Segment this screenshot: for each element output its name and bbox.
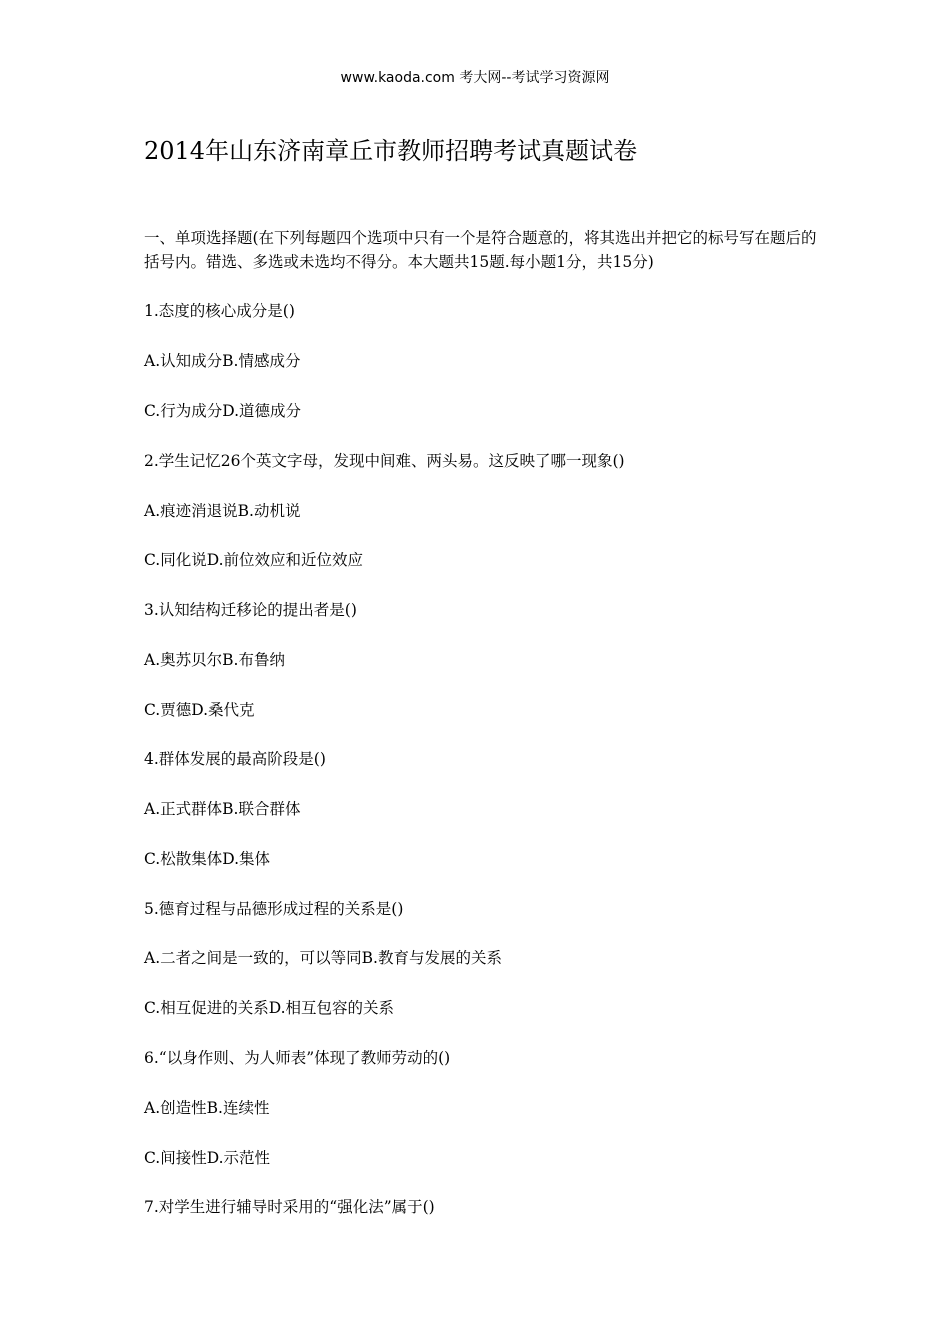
question-3-options-cd: C.贾德D.桑代克 [144, 701, 255, 719]
question-6: 6.“以身作则、为人师表”体现了教师劳动的() [144, 1049, 451, 1067]
question-7: 7.对学生进行辅导时采用的“强化法”属于() [144, 1198, 435, 1216]
header-site-line[interactable]: www.kaoda.com 考大网--考试学习资源网 [340, 70, 610, 86]
section-intro: 一、单项选择题(在下列每题四个选项中只有一个是符合题意的，将其选出并把它的标号写在题后的括号内。错选、多选或未选均不得分。本大题共15题.每小题1分，共15分) [144, 229, 817, 271]
question-2: 2.学生记忆26个英文字母，发现中间难、两头易。这反映了哪一现象() [144, 452, 625, 470]
question-5-options-cd: C.相互促进的关系D.相互包容的关系 [144, 999, 395, 1017]
question-4: 4.群体发展的最高阶段是() [144, 750, 326, 768]
question-4-options-ab: A.正式群体B.联合群体 [144, 800, 301, 818]
question-2-options-ab: A.痕迹消退说B.动机说 [144, 502, 301, 520]
question-5: 5.德育过程与品德形成过程的关系是() [144, 900, 404, 918]
question-5-options-ab: A.二者之间是一致的，可以等同B.教育与发展的关系 [144, 949, 502, 967]
question-1-options-cd: C.行为成分D.道德成分 [144, 402, 302, 420]
question-3: 3.认知结构迁移论的提出者是() [144, 601, 357, 619]
question-6-options-ab: A.创造性B.连续性 [144, 1099, 270, 1117]
question-1-options-ab: A.认知成分B.情感成分 [144, 352, 301, 370]
question-1: 1.态度的核心成分是() [144, 302, 295, 320]
question-4-options-cd: C.松散集体D.集体 [144, 850, 271, 868]
question-6-options-cd: C.间接性D.示范性 [144, 1149, 271, 1167]
question-3-options-ab: A.奥苏贝尔B.布鲁纳 [144, 651, 285, 669]
question-2-options-cd: C.同化说D.前位效应和近位效应 [144, 551, 364, 569]
document-title: 2014年山东济南章丘市教师招聘考试真题试卷 [144, 137, 638, 165]
